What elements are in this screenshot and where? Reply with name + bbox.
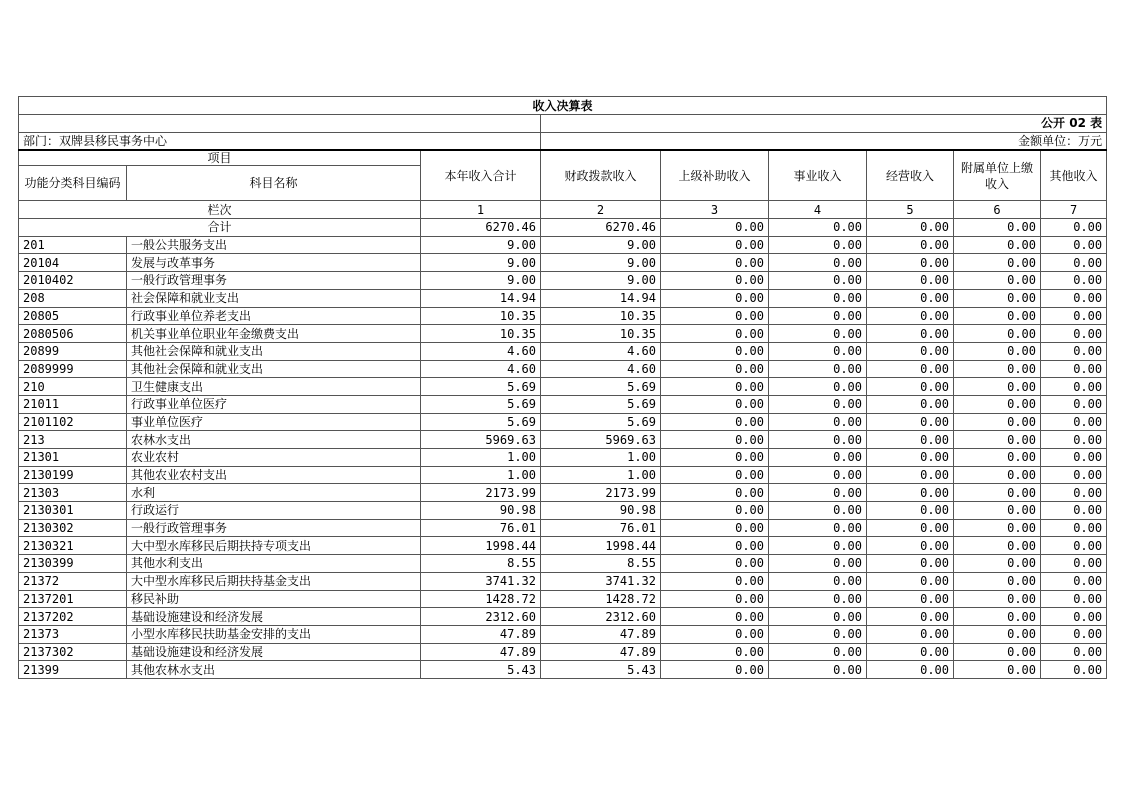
row-value: 0.00 bbox=[954, 555, 1041, 573]
row-value: 0.00 bbox=[954, 661, 1041, 679]
row-value: 0.00 bbox=[661, 449, 769, 467]
table-row bbox=[19, 625, 1107, 643]
row-value: 0.00 bbox=[1041, 307, 1107, 325]
row-code: 2101102 bbox=[19, 413, 127, 431]
row-value: 0.00 bbox=[769, 254, 867, 272]
row-value: 4.60 bbox=[541, 360, 661, 378]
row-name: 大中型水库移民后期扶持专项支出 bbox=[127, 537, 421, 555]
row-value: 0.00 bbox=[769, 484, 867, 502]
total-value: 0.00 bbox=[867, 219, 954, 237]
row-value: 0.00 bbox=[954, 378, 1041, 396]
row-value: 0.00 bbox=[769, 272, 867, 290]
row-value: 5.69 bbox=[421, 395, 541, 413]
row-value: 0.00 bbox=[867, 254, 954, 272]
project-header: 项目 bbox=[19, 150, 421, 166]
row-code: 21303 bbox=[19, 484, 127, 502]
row-value: 10.35 bbox=[421, 325, 541, 343]
index-number: 4 bbox=[769, 201, 867, 219]
row-value: 0.00 bbox=[661, 643, 769, 661]
table-row bbox=[19, 395, 1107, 413]
row-name: 农业农村 bbox=[127, 449, 421, 467]
row-name: 其他农业农村支出 bbox=[127, 466, 421, 484]
row-value: 9.00 bbox=[421, 272, 541, 290]
row-value: 0.00 bbox=[769, 378, 867, 396]
row-value: 47.89 bbox=[541, 643, 661, 661]
row-value: 0.00 bbox=[867, 555, 954, 573]
index-number: 1 bbox=[421, 201, 541, 219]
table-row bbox=[19, 466, 1107, 484]
row-value: 0.00 bbox=[1041, 413, 1107, 431]
row-code: 2137302 bbox=[19, 643, 127, 661]
row-code: 2137202 bbox=[19, 608, 127, 626]
row-value: 4.60 bbox=[421, 342, 541, 360]
row-value: 0.00 bbox=[661, 254, 769, 272]
row-value: 0.00 bbox=[769, 360, 867, 378]
row-value: 5.69 bbox=[421, 378, 541, 396]
row-value: 0.00 bbox=[769, 625, 867, 643]
form-number: 公开 02 表 bbox=[541, 115, 1107, 133]
row-value: 1.00 bbox=[541, 449, 661, 467]
total-value: 6270.46 bbox=[541, 219, 661, 237]
table-row bbox=[19, 289, 1107, 307]
row-value: 0.00 bbox=[769, 342, 867, 360]
row-name: 小型水库移民扶助基金安排的支出 bbox=[127, 625, 421, 643]
row-value: 0.00 bbox=[867, 431, 954, 449]
total-value: 6270.46 bbox=[421, 219, 541, 237]
row-value: 0.00 bbox=[769, 236, 867, 254]
row-value: 90.98 bbox=[421, 502, 541, 520]
row-value: 0.00 bbox=[954, 272, 1041, 290]
row-code: 20104 bbox=[19, 254, 127, 272]
row-value: 0.00 bbox=[954, 342, 1041, 360]
row-value: 0.00 bbox=[661, 325, 769, 343]
row-value: 0.00 bbox=[661, 502, 769, 520]
row-name: 其他农林水支出 bbox=[127, 661, 421, 679]
row-value: 0.00 bbox=[769, 590, 867, 608]
income-table bbox=[18, 96, 1107, 679]
row-value: 9.00 bbox=[541, 236, 661, 254]
total-value: 0.00 bbox=[1041, 219, 1107, 237]
row-value: 0.00 bbox=[661, 537, 769, 555]
row-name: 其他水利支出 bbox=[127, 555, 421, 573]
row-name: 发展与改革事务 bbox=[127, 254, 421, 272]
row-name: 基础设施建设和经济发展 bbox=[127, 608, 421, 626]
row-value: 0.00 bbox=[1041, 466, 1107, 484]
row-value: 0.00 bbox=[661, 661, 769, 679]
col-header-affiliated: 附属单位上缴收入 bbox=[954, 150, 1041, 201]
table-row bbox=[19, 519, 1107, 537]
row-value: 0.00 bbox=[1041, 395, 1107, 413]
row-name: 一般行政管理事务 bbox=[127, 519, 421, 537]
index-number: 2 bbox=[541, 201, 661, 219]
row-value: 1998.44 bbox=[541, 537, 661, 555]
row-value: 0.00 bbox=[661, 378, 769, 396]
row-value: 0.00 bbox=[769, 608, 867, 626]
table-row bbox=[19, 431, 1107, 449]
row-value: 0.00 bbox=[1041, 590, 1107, 608]
row-value: 0.00 bbox=[954, 502, 1041, 520]
row-value: 0.00 bbox=[1041, 519, 1107, 537]
row-value: 0.00 bbox=[867, 272, 954, 290]
table-row bbox=[19, 590, 1107, 608]
row-value: 0.00 bbox=[1041, 289, 1107, 307]
row-value: 0.00 bbox=[661, 272, 769, 290]
row-value: 1428.72 bbox=[421, 590, 541, 608]
row-value: 0.00 bbox=[661, 236, 769, 254]
table-row bbox=[19, 254, 1107, 272]
row-value: 0.00 bbox=[661, 289, 769, 307]
col-header-other: 其他收入 bbox=[1041, 150, 1107, 201]
row-value: 0.00 bbox=[769, 466, 867, 484]
index-row-label: 栏次 bbox=[19, 201, 421, 219]
row-name: 水利 bbox=[127, 484, 421, 502]
row-value: 0.00 bbox=[661, 307, 769, 325]
row-name: 行政事业单位医疗 bbox=[127, 395, 421, 413]
row-value: 0.00 bbox=[1041, 643, 1107, 661]
row-value: 0.00 bbox=[954, 608, 1041, 626]
row-value: 0.00 bbox=[867, 590, 954, 608]
row-value: 0.00 bbox=[867, 608, 954, 626]
row-value: 0.00 bbox=[867, 342, 954, 360]
row-value: 0.00 bbox=[1041, 236, 1107, 254]
row-name: 行政事业单位养老支出 bbox=[127, 307, 421, 325]
row-code: 2137201 bbox=[19, 590, 127, 608]
row-code: 2130399 bbox=[19, 555, 127, 573]
row-value: 0.00 bbox=[661, 431, 769, 449]
row-value: 0.00 bbox=[954, 449, 1041, 467]
row-value: 0.00 bbox=[954, 590, 1041, 608]
row-value: 0.00 bbox=[769, 661, 867, 679]
row-code: 2080506 bbox=[19, 325, 127, 343]
row-value: 0.00 bbox=[661, 608, 769, 626]
total-value: 0.00 bbox=[661, 219, 769, 237]
row-value: 0.00 bbox=[661, 466, 769, 484]
row-value: 0.00 bbox=[867, 502, 954, 520]
row-value: 0.00 bbox=[954, 537, 1041, 555]
index-number: 5 bbox=[867, 201, 954, 219]
row-value: 3741.32 bbox=[541, 572, 661, 590]
table-row bbox=[19, 449, 1107, 467]
row-name: 一般公共服务支出 bbox=[127, 236, 421, 254]
table-row bbox=[19, 572, 1107, 590]
row-value: 0.00 bbox=[661, 484, 769, 502]
row-code: 20899 bbox=[19, 342, 127, 360]
row-value: 9.00 bbox=[421, 236, 541, 254]
row-name: 其他社会保障和就业支出 bbox=[127, 342, 421, 360]
row-name: 卫生健康支出 bbox=[127, 378, 421, 396]
row-value: 0.00 bbox=[769, 555, 867, 573]
row-value: 9.00 bbox=[421, 254, 541, 272]
row-value: 0.00 bbox=[661, 342, 769, 360]
row-name: 事业单位医疗 bbox=[127, 413, 421, 431]
row-value: 0.00 bbox=[661, 413, 769, 431]
col-header-total: 本年收入合计 bbox=[421, 150, 541, 201]
row-value: 0.00 bbox=[1041, 254, 1107, 272]
row-value: 8.55 bbox=[421, 555, 541, 573]
row-value: 0.00 bbox=[769, 289, 867, 307]
row-value: 0.00 bbox=[867, 360, 954, 378]
table-row bbox=[19, 608, 1107, 626]
row-value: 0.00 bbox=[867, 325, 954, 343]
row-value: 0.00 bbox=[769, 449, 867, 467]
row-value: 0.00 bbox=[954, 519, 1041, 537]
row-value: 0.00 bbox=[867, 625, 954, 643]
code-header: 功能分类科目编码 bbox=[19, 166, 127, 201]
table-row bbox=[19, 502, 1107, 520]
row-value: 5.69 bbox=[541, 413, 661, 431]
index-number: 3 bbox=[661, 201, 769, 219]
row-value: 0.00 bbox=[1041, 378, 1107, 396]
row-value: 4.60 bbox=[421, 360, 541, 378]
row-value: 76.01 bbox=[421, 519, 541, 537]
total-value: 0.00 bbox=[769, 219, 867, 237]
blank-cell bbox=[19, 115, 541, 133]
row-value: 10.35 bbox=[541, 307, 661, 325]
row-name: 一般行政管理事务 bbox=[127, 272, 421, 290]
row-value: 0.00 bbox=[954, 466, 1041, 484]
row-code: 21011 bbox=[19, 395, 127, 413]
index-number: 7 bbox=[1041, 201, 1107, 219]
table-row bbox=[19, 325, 1107, 343]
row-value: 0.00 bbox=[1041, 449, 1107, 467]
col-header-superior-subsidy: 上级补助收入 bbox=[661, 150, 769, 201]
row-value: 1.00 bbox=[421, 466, 541, 484]
row-code: 2010402 bbox=[19, 272, 127, 290]
row-name: 行政运行 bbox=[127, 502, 421, 520]
row-value: 1998.44 bbox=[421, 537, 541, 555]
row-value: 47.89 bbox=[421, 625, 541, 643]
row-value: 0.00 bbox=[661, 519, 769, 537]
row-value: 0.00 bbox=[661, 625, 769, 643]
row-value: 0.00 bbox=[954, 572, 1041, 590]
row-value: 0.00 bbox=[867, 484, 954, 502]
row-code: 2130301 bbox=[19, 502, 127, 520]
row-code: 21399 bbox=[19, 661, 127, 679]
row-value: 0.00 bbox=[661, 590, 769, 608]
row-value: 0.00 bbox=[661, 395, 769, 413]
col-header-business: 事业收入 bbox=[769, 150, 867, 201]
total-row-label: 合计 bbox=[19, 219, 421, 237]
row-value: 0.00 bbox=[661, 360, 769, 378]
row-value: 1.00 bbox=[541, 466, 661, 484]
income-final-accounts-sheet bbox=[18, 96, 1106, 679]
row-name: 大中型水库移民后期扶持基金支出 bbox=[127, 572, 421, 590]
row-name: 农林水支出 bbox=[127, 431, 421, 449]
row-value: 0.00 bbox=[769, 643, 867, 661]
row-value: 0.00 bbox=[661, 555, 769, 573]
row-value: 0.00 bbox=[1041, 625, 1107, 643]
table-row bbox=[19, 537, 1107, 555]
row-value: 0.00 bbox=[769, 519, 867, 537]
row-value: 0.00 bbox=[1041, 502, 1107, 520]
table-row bbox=[19, 342, 1107, 360]
table-row bbox=[19, 307, 1107, 325]
row-name: 其他社会保障和就业支出 bbox=[127, 360, 421, 378]
row-value: 0.00 bbox=[867, 236, 954, 254]
row-name: 移民补助 bbox=[127, 590, 421, 608]
row-value: 10.35 bbox=[541, 325, 661, 343]
row-value: 5969.63 bbox=[421, 431, 541, 449]
row-value: 0.00 bbox=[867, 537, 954, 555]
row-value: 0.00 bbox=[867, 519, 954, 537]
row-value: 0.00 bbox=[867, 449, 954, 467]
unit-label: 金额单位：万元 bbox=[541, 132, 1107, 150]
table-row bbox=[19, 272, 1107, 290]
row-value: 0.00 bbox=[954, 643, 1041, 661]
total-value: 0.00 bbox=[954, 219, 1041, 237]
row-code: 213 bbox=[19, 431, 127, 449]
row-value: 5969.63 bbox=[541, 431, 661, 449]
table-row bbox=[19, 378, 1107, 396]
row-code: 21373 bbox=[19, 625, 127, 643]
row-value: 5.43 bbox=[541, 661, 661, 679]
row-value: 0.00 bbox=[769, 325, 867, 343]
row-value: 0.00 bbox=[954, 413, 1041, 431]
row-code: 210 bbox=[19, 378, 127, 396]
row-value: 9.00 bbox=[541, 254, 661, 272]
row-value: 90.98 bbox=[541, 502, 661, 520]
row-value: 2173.99 bbox=[421, 484, 541, 502]
row-value: 0.00 bbox=[867, 307, 954, 325]
table-title: 收入决算表 bbox=[19, 97, 1107, 115]
row-value: 0.00 bbox=[954, 395, 1041, 413]
row-value: 1428.72 bbox=[541, 590, 661, 608]
row-value: 47.89 bbox=[421, 643, 541, 661]
row-value: 2312.60 bbox=[541, 608, 661, 626]
row-value: 0.00 bbox=[954, 625, 1041, 643]
row-name: 机关事业单位职业年金缴费支出 bbox=[127, 325, 421, 343]
row-value: 76.01 bbox=[541, 519, 661, 537]
row-code: 21301 bbox=[19, 449, 127, 467]
row-value: 0.00 bbox=[954, 307, 1041, 325]
row-value: 2173.99 bbox=[541, 484, 661, 502]
row-value: 0.00 bbox=[661, 572, 769, 590]
row-value: 0.00 bbox=[867, 466, 954, 484]
row-value: 0.00 bbox=[954, 289, 1041, 307]
department-label: 部门：双牌县移民事务中心 bbox=[19, 132, 541, 150]
row-name: 基础设施建设和经济发展 bbox=[127, 643, 421, 661]
col-header-fiscal: 财政拨款收入 bbox=[541, 150, 661, 201]
row-code: 201 bbox=[19, 236, 127, 254]
row-value: 0.00 bbox=[954, 431, 1041, 449]
table-row bbox=[19, 643, 1107, 661]
row-value: 0.00 bbox=[769, 431, 867, 449]
row-value: 5.69 bbox=[541, 378, 661, 396]
table-row bbox=[19, 360, 1107, 378]
row-value: 0.00 bbox=[1041, 537, 1107, 555]
row-value: 0.00 bbox=[769, 572, 867, 590]
row-value: 0.00 bbox=[1041, 555, 1107, 573]
row-value: 5.69 bbox=[421, 413, 541, 431]
row-value: 0.00 bbox=[769, 502, 867, 520]
row-value: 0.00 bbox=[769, 307, 867, 325]
row-value: 14.94 bbox=[421, 289, 541, 307]
row-value: 0.00 bbox=[954, 325, 1041, 343]
row-value: 0.00 bbox=[1041, 342, 1107, 360]
row-code: 2130199 bbox=[19, 466, 127, 484]
row-value: 3741.32 bbox=[421, 572, 541, 590]
row-value: 0.00 bbox=[1041, 272, 1107, 290]
row-value: 1.00 bbox=[421, 449, 541, 467]
row-value: 0.00 bbox=[1041, 431, 1107, 449]
row-value: 0.00 bbox=[769, 413, 867, 431]
row-value: 0.00 bbox=[867, 289, 954, 307]
row-value: 2312.60 bbox=[421, 608, 541, 626]
table-row bbox=[19, 661, 1107, 679]
row-value: 0.00 bbox=[1041, 325, 1107, 343]
row-value: 10.35 bbox=[421, 307, 541, 325]
table-row bbox=[19, 484, 1107, 502]
row-value: 8.55 bbox=[541, 555, 661, 573]
row-value: 0.00 bbox=[1041, 484, 1107, 502]
row-value: 0.00 bbox=[867, 661, 954, 679]
row-value: 5.69 bbox=[541, 395, 661, 413]
table-row bbox=[19, 236, 1107, 254]
col-header-operating: 经营收入 bbox=[867, 150, 954, 201]
row-value: 0.00 bbox=[867, 643, 954, 661]
row-value: 0.00 bbox=[1041, 360, 1107, 378]
row-code: 2130302 bbox=[19, 519, 127, 537]
row-code: 20805 bbox=[19, 307, 127, 325]
row-value: 0.00 bbox=[954, 360, 1041, 378]
table-row bbox=[19, 555, 1107, 573]
row-code: 208 bbox=[19, 289, 127, 307]
row-value: 9.00 bbox=[541, 272, 661, 290]
row-value: 0.00 bbox=[954, 236, 1041, 254]
row-value: 0.00 bbox=[1041, 661, 1107, 679]
row-value: 0.00 bbox=[867, 395, 954, 413]
row-value: 0.00 bbox=[954, 484, 1041, 502]
row-value: 0.00 bbox=[1041, 608, 1107, 626]
row-value: 0.00 bbox=[867, 378, 954, 396]
row-value: 0.00 bbox=[867, 572, 954, 590]
index-number: 6 bbox=[954, 201, 1041, 219]
row-value: 5.43 bbox=[421, 661, 541, 679]
row-code: 2089999 bbox=[19, 360, 127, 378]
row-code: 21372 bbox=[19, 572, 127, 590]
row-value: 47.89 bbox=[541, 625, 661, 643]
row-name: 社会保障和就业支出 bbox=[127, 289, 421, 307]
name-header: 科目名称 bbox=[127, 166, 421, 201]
row-value: 0.00 bbox=[954, 254, 1041, 272]
row-value: 0.00 bbox=[1041, 572, 1107, 590]
row-value: 0.00 bbox=[867, 413, 954, 431]
row-value: 0.00 bbox=[769, 537, 867, 555]
table-row bbox=[19, 413, 1107, 431]
row-value: 4.60 bbox=[541, 342, 661, 360]
row-value: 0.00 bbox=[769, 395, 867, 413]
row-code: 2130321 bbox=[19, 537, 127, 555]
row-value: 14.94 bbox=[541, 289, 661, 307]
